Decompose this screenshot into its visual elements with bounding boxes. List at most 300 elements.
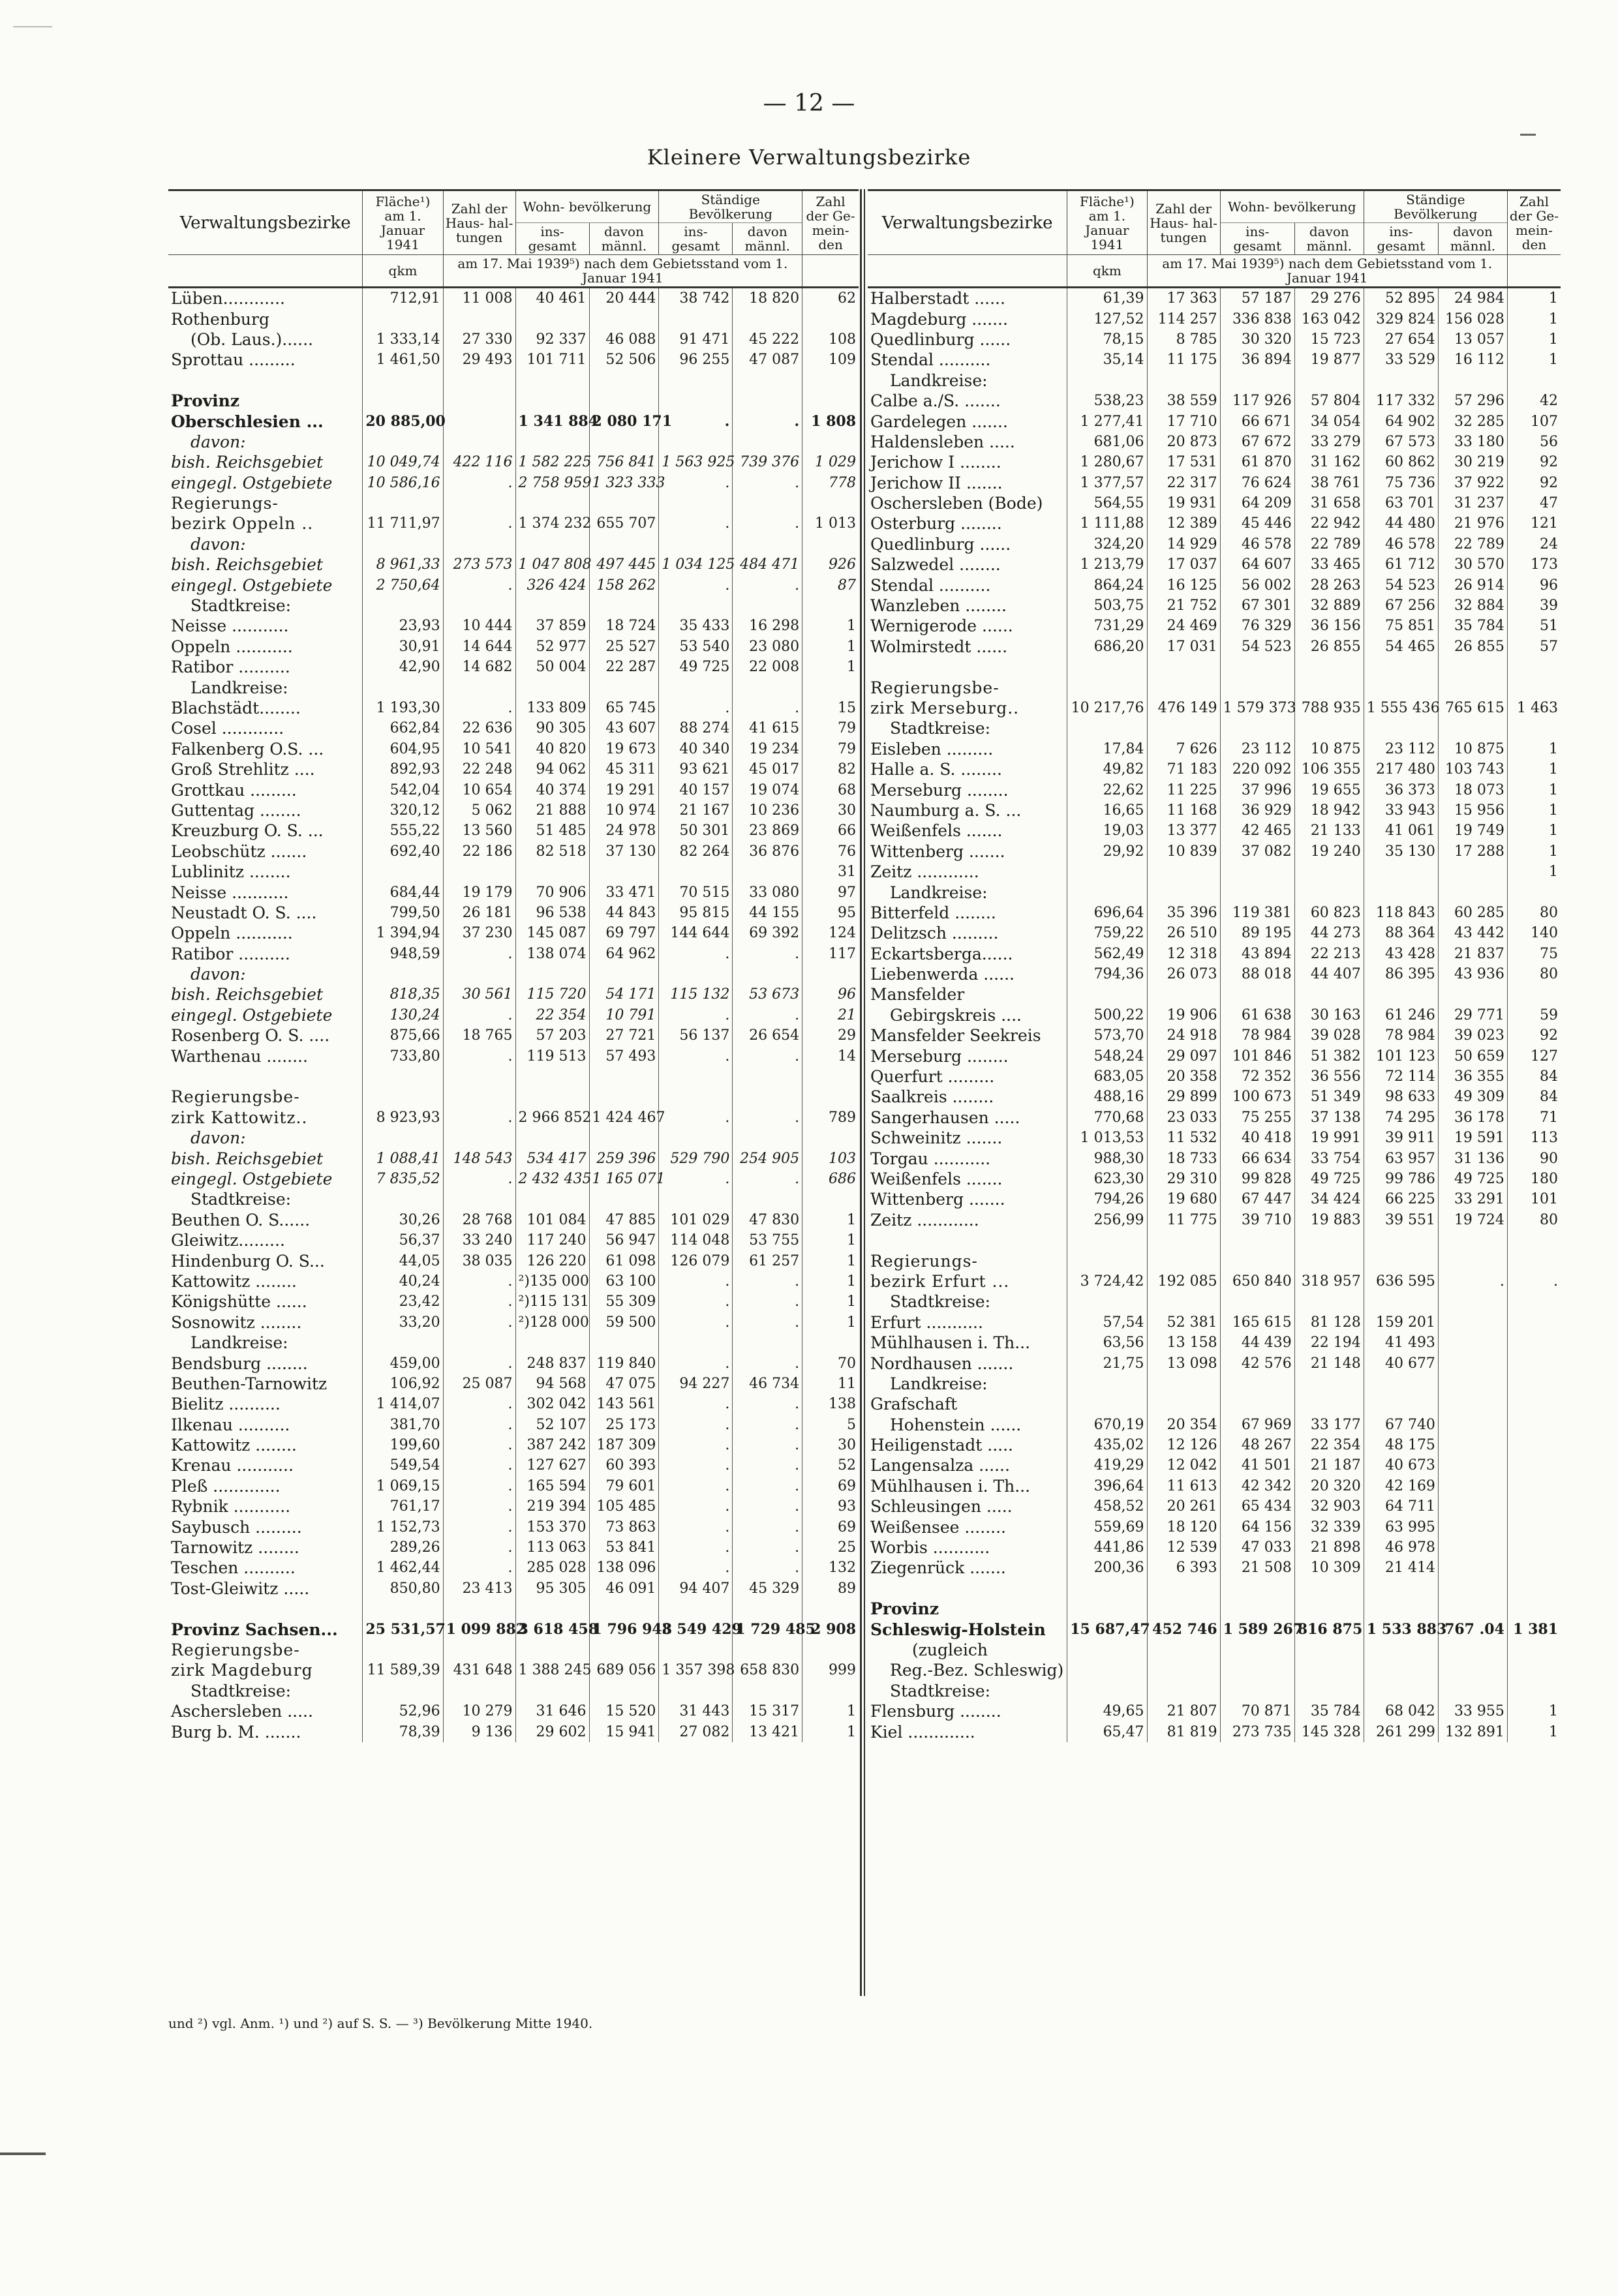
row-value: 10 049,74: [363, 452, 443, 472]
row-value: 62: [802, 288, 859, 309]
row-value: 30 219: [1438, 452, 1507, 472]
row-value: 63 995: [1364, 1517, 1438, 1537]
row-value: 683,05: [1067, 1066, 1147, 1087]
row-value: 61 870: [1220, 452, 1294, 472]
row-value: 2 966 852: [515, 1108, 589, 1128]
row-value: 54 523: [1364, 575, 1438, 595]
row-value: [363, 1681, 443, 1701]
row-value: [1438, 1660, 1507, 1680]
row-value: 19 240: [1294, 841, 1364, 862]
row-value: 35 784: [1294, 1701, 1364, 1721]
row-value: 324,20: [1067, 534, 1147, 554]
table-row: [868, 1250, 1561, 1271]
row-value: 20 885,00: [363, 411, 443, 431]
row-value: .: [733, 1558, 802, 1578]
table-row: [168, 1394, 859, 1414]
row-value: 75 736: [1364, 473, 1438, 493]
row-value: .: [443, 1169, 515, 1189]
row-value: 5: [802, 1414, 859, 1434]
col-header-resident-total: ins- gesamt: [515, 223, 589, 255]
row-value: .: [659, 1517, 733, 1537]
row-value: [1507, 1455, 1561, 1475]
row-value: 82: [802, 759, 859, 779]
row-value: 1 414,07: [363, 1394, 443, 1414]
row-value: [1438, 1599, 1507, 1619]
row-name: Mansfelder Seekreis: [870, 1026, 1041, 1046]
row-name: Salzwedel ........: [870, 555, 1001, 575]
row-value: [1364, 882, 1438, 902]
row-value: 11 775: [1147, 1210, 1220, 1230]
row-value: 32 884: [1438, 596, 1507, 616]
row-value: 36 929: [1220, 800, 1294, 821]
row-value: [733, 862, 802, 882]
row-value: 1: [1507, 1721, 1561, 1742]
row-value: 79: [802, 718, 859, 738]
table-row: [168, 1435, 859, 1455]
row-name: Halberstadt ......: [870, 289, 1005, 309]
row-value: 23 033: [1147, 1108, 1220, 1128]
row-name: bish. Reichsgebiet: [171, 453, 324, 472]
row-value: 1: [1507, 288, 1561, 309]
row-value: 25 531,57: [363, 1619, 443, 1639]
row-value: 3 549 429: [659, 1619, 733, 1639]
row-value: .: [443, 1108, 515, 1128]
row-value: 15 941: [589, 1721, 659, 1742]
table-row: [868, 473, 1561, 493]
table-row: [168, 329, 859, 350]
row-value: 95 815: [659, 903, 733, 923]
row-value: 49 725: [1294, 1169, 1364, 1189]
row-value: 106 355: [1294, 759, 1364, 779]
row-value: 101 084: [515, 1210, 589, 1230]
row-value: [659, 1087, 733, 1107]
row-name: Haldensleben .....: [870, 432, 1015, 451]
table-row: [168, 513, 859, 534]
row-value: [589, 432, 659, 452]
row-value: 49 725: [1438, 1169, 1507, 1189]
row-value: 27 082: [659, 1721, 733, 1742]
row-value: [1294, 1599, 1364, 1619]
row-value: 132 891: [1438, 1721, 1507, 1742]
table-row: [168, 1414, 859, 1434]
row-value: 1: [1507, 739, 1561, 759]
col-header-resident-male: davon männl.: [1294, 223, 1364, 255]
row-value: 1 424 467: [589, 1108, 659, 1128]
row-value: 114 257: [1147, 309, 1220, 329]
row-value: [802, 677, 859, 697]
row-value: 18 942: [1294, 800, 1364, 821]
row-value: 21 807: [1147, 1701, 1220, 1721]
row-value: 1 213,79: [1067, 554, 1147, 575]
left-table: [168, 189, 859, 1742]
row-value: 117 240: [515, 1230, 589, 1250]
row-value: [802, 1066, 859, 1087]
row-value: [1067, 1374, 1147, 1394]
col-header-permanent-total: ins- gesamt: [659, 223, 733, 255]
row-value: .: [733, 1169, 802, 1189]
row-value: 684,44: [363, 882, 443, 902]
row-name: Stadtkreise:: [191, 596, 292, 616]
row-value: 26 855: [1438, 637, 1507, 657]
row-value: [802, 534, 859, 554]
row-value: 23 080: [733, 637, 802, 657]
row-name: Stendal ..........: [870, 575, 991, 595]
row-value: 72 352: [1220, 1066, 1294, 1087]
row-value: 65 434: [1220, 1496, 1294, 1517]
row-value: 60 393: [589, 1455, 659, 1475]
row-value: 39 028: [1294, 1025, 1364, 1046]
row-value: 76: [802, 841, 859, 862]
row-value: 3 618 458: [515, 1619, 589, 1639]
row-value: 3 724,42: [1067, 1271, 1147, 1292]
table-row: [168, 452, 859, 472]
row-value: 11 711,97: [363, 513, 443, 534]
row-value: 988,30: [1067, 1148, 1147, 1168]
row-name: bezirk Erfurt ...: [870, 1271, 1010, 1291]
row-name: Erfurt ...........: [870, 1312, 983, 1332]
row-value: 127 627: [515, 1455, 589, 1475]
row-name: Querfurt .........: [870, 1067, 995, 1087]
row-value: [1438, 657, 1507, 677]
row-value: 106,92: [363, 1374, 443, 1394]
row-value: 117 332: [1364, 391, 1438, 411]
row-name: Gleiwitz.........: [171, 1231, 285, 1250]
row-value: .: [443, 698, 515, 718]
row-value: 63 100: [589, 1271, 659, 1292]
row-value: .: [443, 944, 515, 964]
row-value: 7 835,52: [363, 1169, 443, 1189]
row-value: 40 340: [659, 739, 733, 759]
row-name: Hohenstein ......: [890, 1415, 1022, 1434]
row-value: 119 840: [589, 1353, 659, 1373]
row-value: [443, 1087, 515, 1107]
row-name: Provinz: [171, 391, 240, 411]
row-value: .: [733, 1312, 802, 1333]
row-value: 81 819: [1147, 1721, 1220, 1742]
table-row: [168, 1721, 859, 1742]
row-value: 22 942: [1294, 513, 1364, 534]
row-value: 66 634: [1220, 1148, 1294, 1168]
row-value: 53 755: [733, 1230, 802, 1250]
row-value: 1 463: [1507, 698, 1561, 718]
row-name: Stendal ..........: [870, 350, 991, 370]
table-row: [168, 1250, 859, 1271]
row-value: 107: [1507, 411, 1561, 431]
table-row: [868, 779, 1561, 800]
row-value: .: [443, 1292, 515, 1312]
table-row: [168, 944, 859, 964]
row-value: [1147, 1292, 1220, 1312]
row-value: 75: [1507, 944, 1561, 964]
row-value: 65 745: [589, 698, 659, 718]
row-value: 1: [802, 637, 859, 657]
row-name: Landkreise:: [191, 678, 288, 697]
row-value: [589, 493, 659, 513]
row-value: 15 956: [1438, 800, 1507, 821]
table-row: [868, 452, 1561, 472]
row-value: [515, 596, 589, 616]
row-value: [1507, 657, 1561, 677]
left-table-block: [168, 189, 859, 1742]
row-value: 50 004: [515, 657, 589, 677]
row-value: [1438, 1435, 1507, 1455]
row-value: 69 797: [589, 923, 659, 943]
row-value: [515, 964, 589, 984]
table-row: [168, 903, 859, 923]
row-value: 21 167: [659, 800, 733, 821]
row-value: 79: [802, 739, 859, 759]
row-value: .: [443, 1312, 515, 1333]
table-row: [868, 923, 1561, 943]
row-value: 53 673: [733, 984, 802, 1004]
col-header-unit-blank2: [1507, 255, 1561, 288]
row-value: 1 047 808: [515, 554, 589, 575]
row-value: 17,84: [1067, 739, 1147, 759]
row-value: [1147, 862, 1220, 882]
row-value: [1507, 718, 1561, 738]
row-value: 52 895: [1364, 288, 1438, 309]
col-header-permanent-male: davon männl.: [733, 223, 802, 255]
row-value: 28 263: [1294, 575, 1364, 595]
row-value: 75 255: [1220, 1108, 1294, 1128]
row-value: 54 465: [1364, 637, 1438, 657]
left-table-body: [168, 288, 859, 1742]
row-value: [733, 1640, 802, 1660]
row-value: 17 037: [1147, 554, 1220, 575]
row-value: [1438, 1374, 1507, 1394]
row-value: 1 111,88: [1067, 513, 1147, 534]
row-value: 33 240: [443, 1230, 515, 1250]
row-value: 1: [802, 1292, 859, 1312]
row-value: 17 363: [1147, 288, 1220, 309]
row-value: [1438, 1333, 1507, 1353]
table-row: [868, 1108, 1561, 1128]
row-value: [659, 862, 733, 882]
row-value: [515, 432, 589, 452]
row-value: [363, 964, 443, 984]
row-name: Provinz Sachsen...: [171, 1620, 338, 1639]
row-name: Cosel ............: [171, 719, 284, 738]
row-name: Grafschaft: [870, 1395, 958, 1414]
row-value: 90 305: [515, 718, 589, 738]
row-name: Königshütte ......: [171, 1292, 307, 1312]
row-value: 138 096: [589, 1558, 659, 1578]
table-row: [868, 1455, 1561, 1475]
row-value: [515, 862, 589, 882]
row-value: 1: [1507, 350, 1561, 370]
row-value: 1 461,50: [363, 350, 443, 370]
row-value: [1067, 882, 1147, 902]
row-name: Liebenwerda ......: [870, 965, 1015, 984]
row-value: 21 133: [1294, 821, 1364, 841]
row-value: 1: [802, 1701, 859, 1721]
row-value: 47 087: [733, 350, 802, 370]
table-row: [168, 841, 859, 862]
row-value: 1: [1507, 841, 1561, 862]
table-row: [868, 1128, 1561, 1148]
row-value: .: [733, 1046, 802, 1066]
table-row: [168, 1660, 859, 1680]
row-value: 1 088,41: [363, 1148, 443, 1168]
row-name: [868, 1230, 1067, 1250]
row-value: 35 130: [1364, 841, 1438, 862]
row-value: 25 087: [443, 1374, 515, 1394]
row-value: 435,02: [1067, 1435, 1147, 1455]
row-value: [1438, 882, 1507, 902]
row-value: 101 846: [1220, 1046, 1294, 1066]
row-value: 36 373: [1364, 779, 1438, 800]
row-name: Kiel .............: [870, 1722, 975, 1742]
row-value: [1438, 677, 1507, 697]
row-value: 22 789: [1294, 534, 1364, 554]
row-value: [733, 391, 802, 411]
row-value: 92: [1507, 452, 1561, 472]
row-value: [515, 1681, 589, 1701]
row-value: [733, 1189, 802, 1209]
row-value: [802, 1128, 859, 1148]
row-value: [733, 1087, 802, 1107]
row-value: 51: [1507, 616, 1561, 636]
row-value: [1220, 1374, 1294, 1394]
row-value: [1294, 1394, 1364, 1414]
table-row: [868, 309, 1561, 329]
row-value: [1220, 1250, 1294, 1271]
table-row: [868, 554, 1561, 575]
row-name: Naumburg a. S. ...: [870, 800, 1022, 820]
row-value: 66 225: [1364, 1189, 1438, 1209]
row-value: [515, 1128, 589, 1148]
row-value: 44 407: [1294, 964, 1364, 984]
row-value: 99 786: [1364, 1169, 1438, 1189]
row-value: 650 840: [1220, 1271, 1294, 1292]
row-value: 1 388 245: [515, 1660, 589, 1680]
row-value: [802, 370, 859, 391]
row-value: 81 128: [1294, 1312, 1364, 1333]
row-value: 8 785: [1147, 329, 1220, 350]
row-value: [515, 370, 589, 391]
row-value: 33 955: [1438, 1701, 1507, 1721]
row-value: 101 029: [659, 1210, 733, 1230]
row-value: 69 392: [733, 923, 802, 943]
row-value: [1220, 1292, 1294, 1312]
row-value: 57,54: [1067, 1312, 1147, 1333]
table-row: [168, 862, 859, 882]
row-name: eingegl. Ostgebiete: [171, 1169, 333, 1188]
row-value: 19 877: [1294, 350, 1364, 370]
row-value: 71 183: [1147, 759, 1220, 779]
row-value: 731,29: [1067, 616, 1147, 636]
row-value: [1364, 1394, 1438, 1414]
row-value: 19 291: [589, 779, 659, 800]
table-row: [168, 677, 859, 697]
row-value: [1364, 1578, 1438, 1599]
row-value: 15 687,47: [1067, 1619, 1147, 1639]
table-row: [868, 1619, 1561, 1639]
row-value: [1147, 882, 1220, 902]
row-value: 24 918: [1147, 1025, 1220, 1046]
footnote: und ²) vgl. Anm. ¹) und ²) auf S. S. — ³) Bevölkerung Mitte 1940.: [168, 2016, 593, 2031]
row-value: 794,36: [1067, 964, 1147, 984]
row-value: 1 381: [1507, 1619, 1561, 1639]
row-value: 22 354: [515, 1005, 589, 1025]
row-value: 101 123: [1364, 1046, 1438, 1066]
row-value: 11: [802, 1374, 859, 1394]
row-value: .: [659, 473, 733, 493]
row-name: Hindenburg O. S...: [171, 1251, 325, 1271]
table-row: [868, 1701, 1561, 1721]
row-value: 29 310: [1147, 1169, 1220, 1189]
row-value: [802, 309, 859, 329]
row-value: 1 152,73: [363, 1517, 443, 1537]
row-value: [443, 534, 515, 554]
col-header-area: Fläche¹) am 1. Januar 1941: [1067, 190, 1147, 255]
table-row: [868, 944, 1561, 964]
row-value: 31 443: [659, 1701, 733, 1721]
row-value: [363, 1066, 443, 1087]
row-value: [1438, 1312, 1507, 1333]
row-value: [1220, 1681, 1294, 1701]
row-value: 56 137: [659, 1025, 733, 1046]
row-value: 96: [1507, 575, 1561, 595]
row-name: Warthenau ........: [171, 1046, 308, 1066]
row-value: .: [443, 575, 515, 595]
table-row: [868, 616, 1561, 636]
row-value: 61 638: [1220, 1005, 1294, 1025]
table-row: [168, 1169, 859, 1189]
row-value: 132: [802, 1558, 859, 1578]
row-value: 42,90: [363, 657, 443, 677]
row-value: 10 654: [443, 779, 515, 800]
row-value: 47 885: [589, 1210, 659, 1230]
table-row: [868, 1025, 1561, 1046]
row-value: 14: [802, 1046, 859, 1066]
row-name: Provinz: [870, 1599, 939, 1619]
row-value: [443, 391, 515, 411]
row-value: 46 734: [733, 1374, 802, 1394]
row-value: 19 680: [1147, 1189, 1220, 1209]
row-name: Beuthen-Tarnowitz: [171, 1374, 328, 1393]
row-value: 66 671: [1220, 411, 1294, 431]
row-name: Teschen ..........: [171, 1558, 296, 1578]
row-value: [363, 1640, 443, 1660]
scan-mark: [13, 26, 52, 27]
row-value: 25 527: [589, 637, 659, 657]
row-value: [443, 862, 515, 882]
row-value: 12 318: [1147, 944, 1220, 964]
row-value: 43 607: [589, 718, 659, 738]
row-name: Halle a. S. ........: [870, 760, 1002, 779]
row-value: [1438, 1394, 1507, 1414]
col-header-census-note: am 17. Mai 1939⁵) nach dem Gebietsstand vom 1. Januar 1941: [1147, 255, 1507, 288]
row-value: 33 080: [733, 882, 802, 902]
row-value: 63,56: [1067, 1333, 1147, 1353]
table-row: [868, 1599, 1561, 1619]
row-value: 10 974: [589, 800, 659, 821]
row-name: Wittenberg .......: [870, 841, 1005, 861]
table-row: [868, 1148, 1561, 1168]
row-value: 19 179: [443, 882, 515, 902]
col-header-unit-blank: [868, 255, 1067, 288]
row-name: Schleswig-Holstein: [870, 1620, 1046, 1639]
table-row: [168, 493, 859, 513]
row-value: [1438, 984, 1507, 1004]
row-name: Grottkau .........: [171, 780, 297, 800]
row-value: [1507, 984, 1561, 1004]
row-value: 452 746: [1147, 1619, 1220, 1639]
row-value: 623,30: [1067, 1169, 1147, 1189]
row-value: 419,29: [1067, 1455, 1147, 1475]
row-name: Ziegenrück .......: [870, 1558, 1006, 1578]
